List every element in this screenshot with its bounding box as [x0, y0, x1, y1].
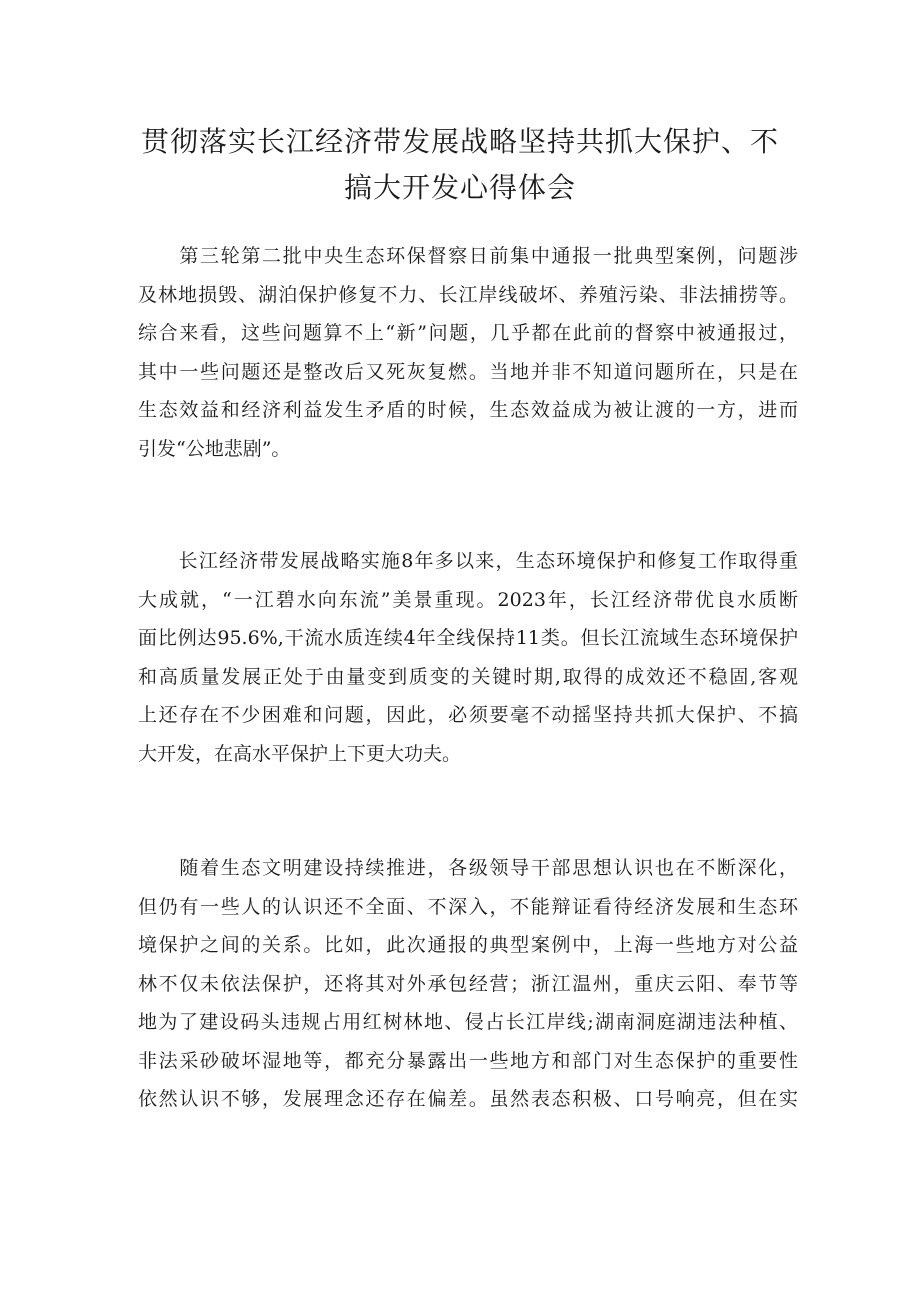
- paragraph-line: 第三轮第二批中央生态环保督察日前集中通报一批典型案例，问题涉: [138, 245, 798, 267]
- paragraph-line: 及林地损毁、湖泊保护修复不力、长江岸线破坏、养殖污染、非法捕捞等。: [138, 283, 798, 306]
- paragraph-line: 境保护之间的关系。比如，此次通报的典型案例中，上海一些地方对公益: [138, 934, 798, 956]
- paragraph-1: [138, 237, 798, 468]
- paragraph-line: 依然认识不够，发展理念还存在偏差。虽然表态积极、口号响亮，但在实: [138, 1088, 798, 1110]
- paragraph-line: 长江经济带发展战略实施8年多以来，生态环境保护和修复工作取得重: [138, 550, 798, 572]
- paragraph-line: 大成就，“一江碧水向东流”美景重现。2023年，长江经济带优良水质断: [138, 588, 798, 611]
- paragraph-line: 随着生态文明建设持续推进，各级领导干部思想认识也在不断深化，: [138, 857, 798, 879]
- paragraph-line: 面比例达95.6%,干流水质连续4年全线保持11类。但长江流域生态环境保护: [138, 627, 798, 649]
- paragraph-line: 地为了建设码头违规占用红树林地、侵占长江岸线;湖南洞庭湖违法种植、: [138, 1011, 798, 1033]
- paragraph-line: 非法采砂破坏湿地等，都充分暴露出一些地方和部门对生态保护的重要性: [138, 1049, 798, 1072]
- document-title-line-2: 搞大开发心得体会: [343, 171, 576, 204]
- paragraph-line: 大开发，在高水平保护上下更大功夫。: [138, 742, 462, 765]
- paragraph-3: [138, 849, 798, 1119]
- paragraph-line: 上还存在不少困难和问题，因此，必须要毫不动摇坚持共抓大保护、不搞: [138, 704, 798, 726]
- paragraph-line: 综合来看，这些问题算不上“新”问题，几乎都在此前的督察中被通报过，: [138, 322, 798, 344]
- paragraph-line: 林不仅未依法保护，还将其对外承包经营；浙江温州，重庆云阳、奉节等: [138, 972, 798, 995]
- paragraph-line: 引发“公地悲剧”。: [138, 437, 291, 460]
- paragraph-line: 生态效益和经济利益发生矛盾的时候，生态效益成为被让渡的一方，进而: [138, 399, 798, 421]
- document-title-line-1: 贯彻落实长江经济带发展战略坚持共抓大保护、不: [140, 125, 779, 158]
- paragraph-line: 其中一些问题还是整改后又死灰复燃。当地并非不知道问题所在，只是在: [138, 360, 798, 383]
- paragraph-line: 和高质量发展正处于由量变到质变的关键时期,取得的成效还不稳固,客观: [138, 665, 798, 688]
- paragraph-2: [138, 542, 798, 773]
- paragraph-line: 但仍有一些人的认识还不全面、不深入，不能辩证看待经济发展和生态环: [138, 895, 798, 918]
